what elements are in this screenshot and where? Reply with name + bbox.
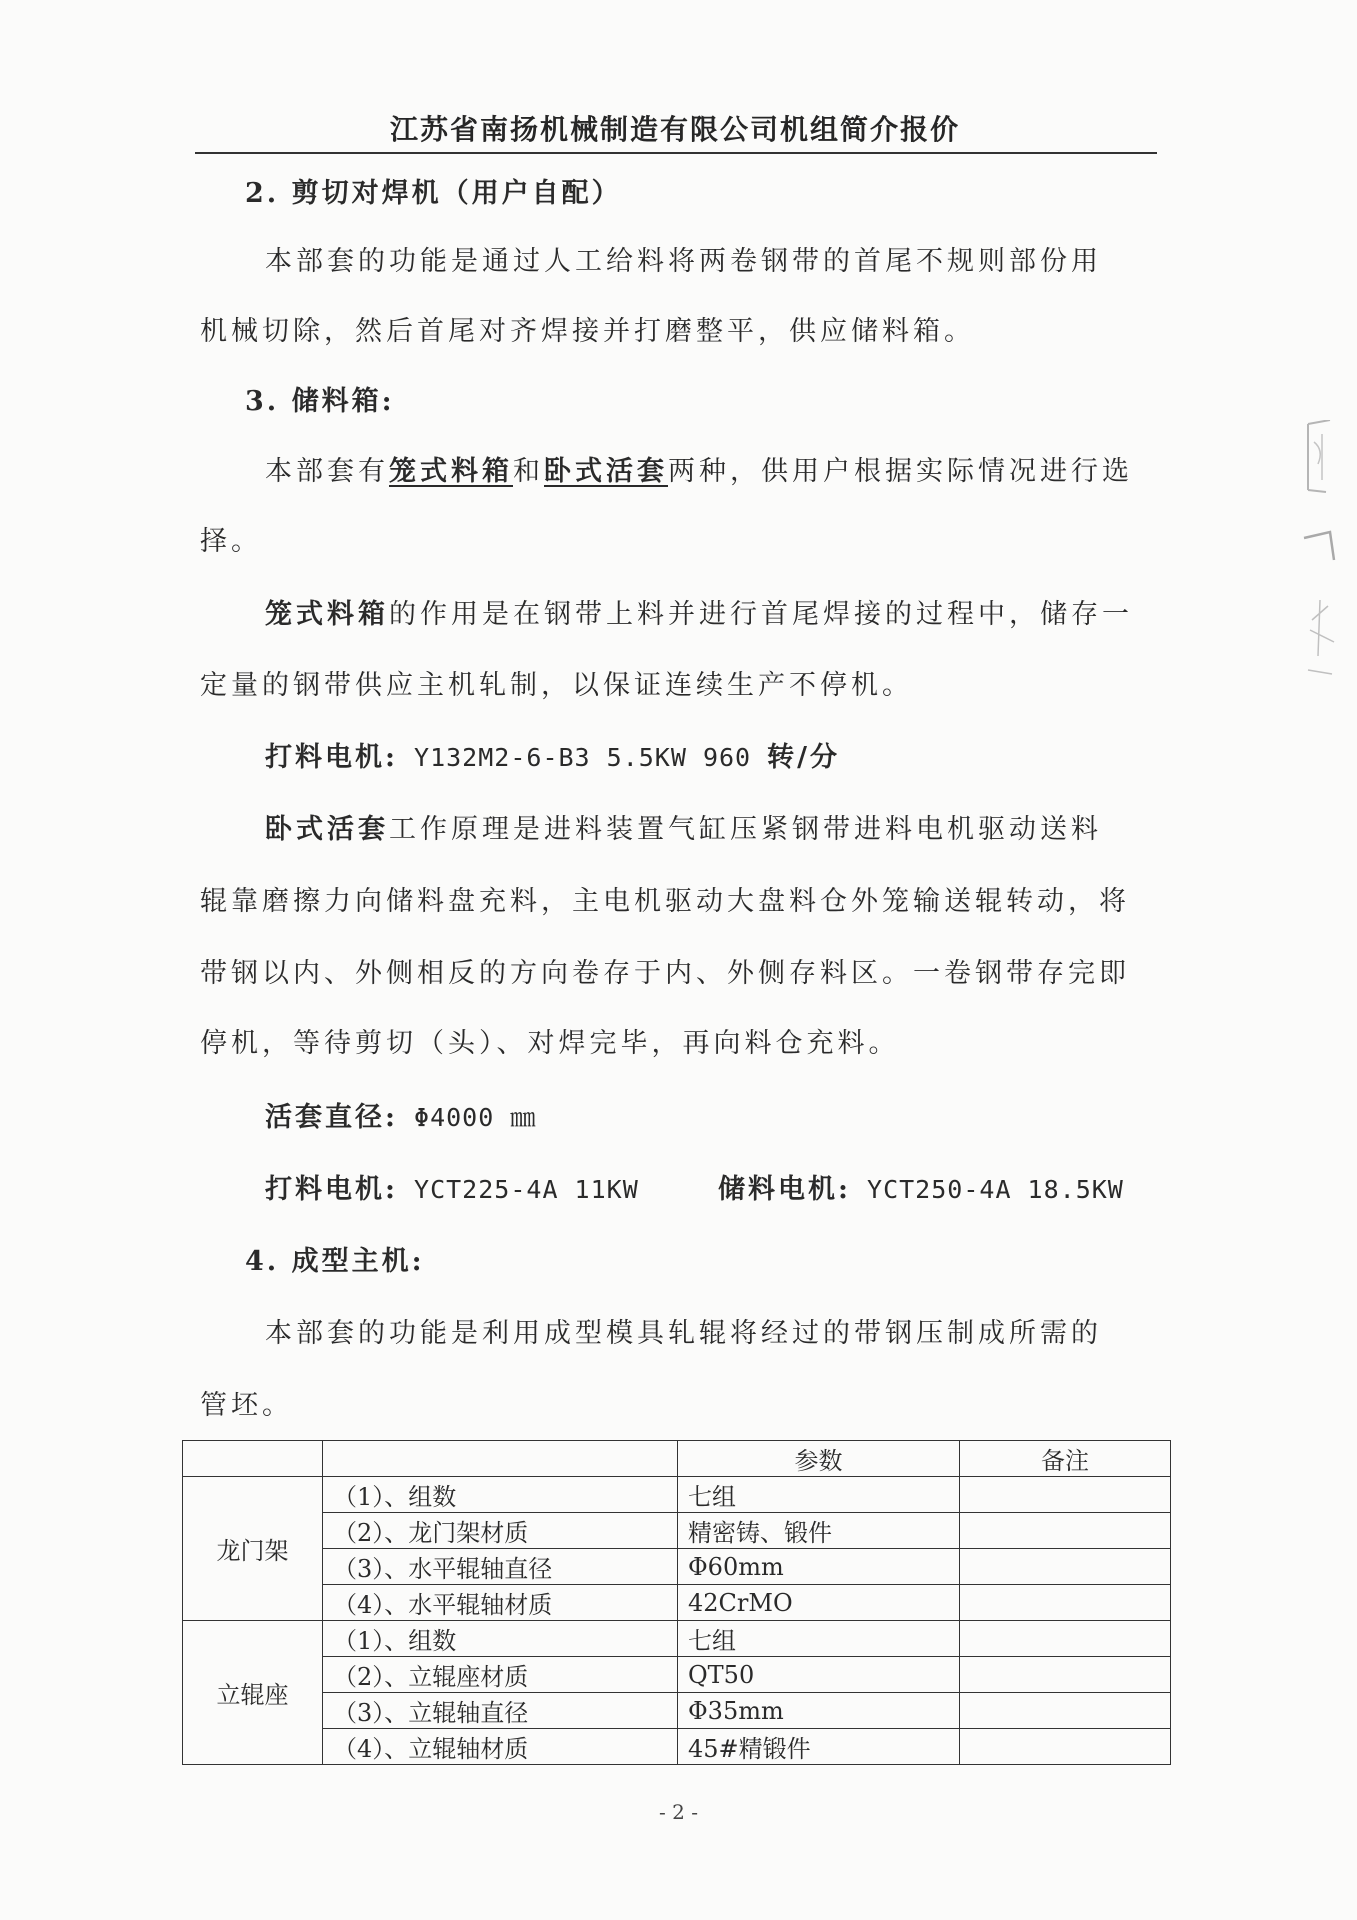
item-cell: （2）、立辊座材质 bbox=[323, 1657, 678, 1693]
item-cell: （1）、组数 bbox=[323, 1477, 678, 1513]
seal-fragment-mark bbox=[1300, 420, 1340, 710]
table-header-cell: 备注 bbox=[960, 1441, 1171, 1477]
spec-unit: 转/分 bbox=[767, 742, 841, 773]
section-2-heading: 2. 剪切对焊机（用户自配） bbox=[245, 178, 622, 209]
text-run: 和 bbox=[513, 456, 544, 487]
cage-bin-term: 笼式料箱 bbox=[389, 456, 513, 487]
table-header-cell bbox=[183, 1441, 323, 1477]
item-cell: （3）、立辊轴直径 bbox=[323, 1693, 678, 1729]
item-cell: （2）、龙门架材质 bbox=[323, 1513, 678, 1549]
page-number: - 2 - bbox=[659, 1800, 698, 1824]
text-run: 两种，供用户根据实际情况进行选 bbox=[668, 456, 1133, 487]
note-cell bbox=[960, 1513, 1171, 1549]
section-2-paragraph-line-2: 机械切除，然后首尾对齐焊接并打磨整平，供应储料箱。 bbox=[200, 316, 975, 347]
section-3-heading: 3. 储料箱: bbox=[245, 386, 395, 417]
table-header-cell bbox=[323, 1441, 678, 1477]
spec-value: YCT225-4A 11KW bbox=[414, 1175, 639, 1204]
spec-label: 打料电机: bbox=[265, 742, 398, 773]
document-header-title: 江苏省南扬机械制造有限公司机组简介报价 bbox=[389, 113, 960, 146]
item-cell: （4）、立辊轴材质 bbox=[323, 1729, 678, 1765]
table-row bbox=[183, 1585, 1171, 1621]
param-cell: 七组 bbox=[678, 1621, 960, 1657]
table-header-row bbox=[183, 1441, 1171, 1477]
section-4-paragraph-line-2: 管坯。 bbox=[200, 1390, 293, 1421]
section-2-paragraph-line-1: 本部套的功能是通过人工给料将两卷钢带的首尾不规则部份用 bbox=[265, 246, 1102, 277]
table-row bbox=[183, 1513, 1171, 1549]
spec-label: 活套直径: bbox=[265, 1102, 398, 1133]
table-row bbox=[183, 1693, 1171, 1729]
param-cell: 七组 bbox=[678, 1477, 960, 1513]
note-cell bbox=[960, 1549, 1171, 1585]
section-4-heading: 4. 成型主机: bbox=[245, 1246, 425, 1277]
text-run: 的作用是在钢带上料并进行首尾焊接的过程中，储存一 bbox=[389, 599, 1133, 630]
table-row bbox=[183, 1549, 1171, 1585]
header-divider bbox=[195, 152, 1157, 154]
section-3-paragraph-1-line-2: 择。 bbox=[200, 526, 262, 557]
feed-motor-spec-1 bbox=[265, 740, 840, 776]
table-row bbox=[183, 1621, 1171, 1657]
forming-machine-parameter-table bbox=[182, 1440, 1171, 1765]
param-cell: Φ35mm bbox=[678, 1693, 960, 1729]
param-cell: 42CrMO bbox=[678, 1585, 960, 1621]
spec-label: 储料电机: bbox=[718, 1174, 851, 1205]
item-cell: （4）、水平辊轴材质 bbox=[323, 1585, 678, 1621]
note-cell bbox=[960, 1657, 1171, 1693]
spec-value: YCT250-4A 18.5KW bbox=[867, 1175, 1124, 1204]
section-3-paragraph-3-line-1 bbox=[265, 812, 1102, 848]
text-run: 本部套有 bbox=[265, 456, 389, 487]
param-cell: QT50 bbox=[678, 1657, 960, 1693]
group-label-gantry: 龙门架 bbox=[183, 1477, 323, 1621]
text-run: 工作原理是进料装置气缸压紧钢带进料电机驱动送料 bbox=[389, 814, 1102, 845]
horizontal-looper-term: 卧式活套 bbox=[265, 814, 389, 845]
table-row bbox=[183, 1657, 1171, 1693]
note-cell bbox=[960, 1729, 1171, 1765]
param-cell: 精密铸、锻件 bbox=[678, 1513, 960, 1549]
section-3-paragraph-3-line-3: 带钢以内、外侧相反的方向卷存于内、外侧存料区。一卷钢带存完即 bbox=[200, 958, 1130, 989]
param-cell: 45#精锻件 bbox=[678, 1729, 960, 1765]
table-row bbox=[183, 1729, 1171, 1765]
note-cell bbox=[960, 1621, 1171, 1657]
section-3-paragraph-1-line-1 bbox=[265, 454, 1133, 490]
item-cell: （3）、水平辊轴直径 bbox=[323, 1549, 678, 1585]
note-cell bbox=[960, 1693, 1171, 1729]
spec-value: Φ4000 ㎜ bbox=[414, 1103, 537, 1132]
spec-label: 打料电机: bbox=[265, 1174, 398, 1205]
group-label-vertical-roll-seat: 立辊座 bbox=[183, 1621, 323, 1765]
section-3-paragraph-3-line-4: 停机，等待剪切（头）、对焊完毕，再向料仓充料。 bbox=[200, 1028, 900, 1059]
section-3-paragraph-3-line-2: 辊靠磨擦力向储料盘充料，主电机驱动大盘料仓外笼输送辊转动，将 bbox=[200, 886, 1130, 917]
note-cell bbox=[960, 1585, 1171, 1621]
spec-value: Y132M2-6-B3 5.5KW 960 bbox=[414, 743, 752, 772]
item-cell: （1）、组数 bbox=[323, 1621, 678, 1657]
table-row bbox=[183, 1477, 1171, 1513]
note-cell bbox=[960, 1477, 1171, 1513]
cage-bin-term: 笼式料箱 bbox=[265, 599, 389, 630]
param-cell: Φ60mm bbox=[678, 1549, 960, 1585]
looper-diameter-spec bbox=[265, 1100, 536, 1136]
section-3-paragraph-2-line-2: 定量的钢带供应主机轧制，以保证连续生产不停机。 bbox=[200, 670, 913, 701]
feed-motor-spec-2 bbox=[265, 1172, 639, 1208]
section-4-paragraph-line-1: 本部套的功能是利用成型模具轧辊将经过的带钢压制成所需的 bbox=[265, 1318, 1102, 1349]
table-header-cell: 参数 bbox=[678, 1441, 960, 1477]
section-3-paragraph-2-line-1 bbox=[265, 597, 1133, 633]
storage-motor-spec bbox=[718, 1172, 1124, 1208]
horizontal-looper-term: 卧式活套 bbox=[544, 456, 668, 487]
